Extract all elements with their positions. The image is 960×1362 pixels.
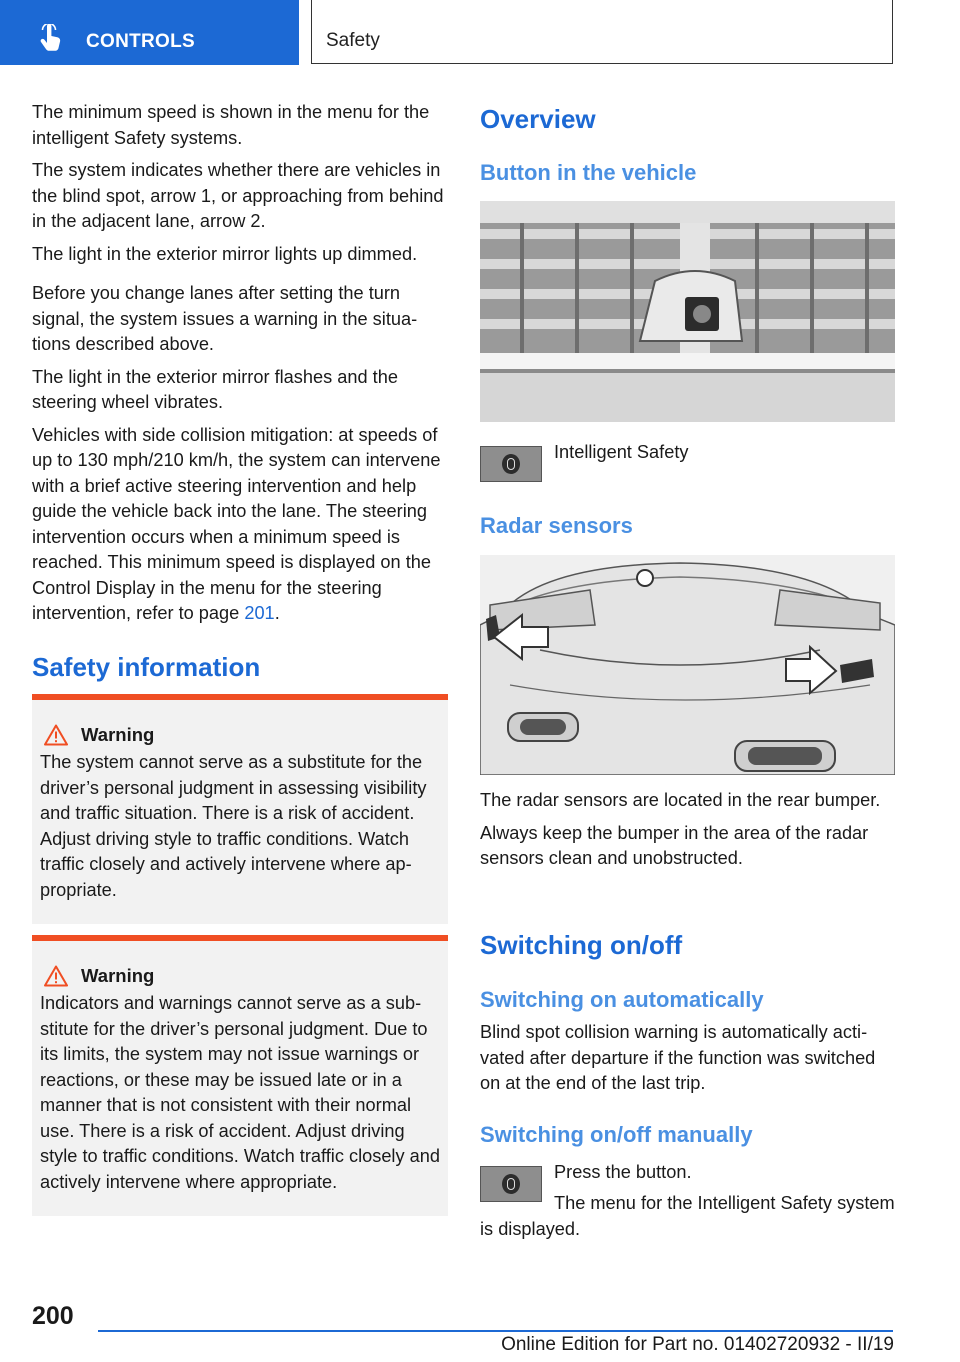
section-tab[interactable]	[0, 0, 299, 65]
auto-heading: Switching on automatically	[480, 987, 764, 1012]
warning-box	[32, 694, 448, 924]
warning-triangle-icon	[44, 965, 68, 987]
page-ref-suffix: .	[274, 603, 280, 623]
paragraph: The light in the exterior mirror lights up dimmed.	[32, 243, 418, 264]
radar-sensors-photo	[480, 555, 895, 775]
paragraph: Always keep the bumper in the area of the radar sensors clean and unobstructed.	[480, 822, 869, 868]
paragraph: The minimum speed is shown in the menu for the intelligent Safety systems.	[32, 102, 430, 148]
warning-title	[40, 724, 440, 746]
warning-text: Indicators and warnings cannot serve as a substitute for the driver’s personal judgment. Due to its limits, the system may not issue warnings or reactions, or these may be issued late or in a manner that is not consistent with their normal use. There is a risk of accident. Adjust driving style to traffic conditions. Watch traffic closely and actively intervene where appropriate.	[40, 993, 440, 1192]
warning-box	[32, 935, 448, 1216]
page-number: 200	[32, 1302, 74, 1330]
manual-heading: Switching on/off manually	[480, 1122, 753, 1147]
footer-divider	[98, 1330, 893, 1332]
paragraph: Before you change lanes after setting the turn signal, the system issues a warning in the situations described above.	[32, 283, 418, 354]
section-label: CONTROLS	[86, 31, 196, 52]
paragraph-text: Vehicles with side collision mitigation: at speeds of up to 130 mph/210 km/h, the system can intervene with a brief active steering intervention and help guide the vehicle back into the lane. The steering intervention occurs when a minimum speed is reached. This minimum speed is displayed on the Control Display in the menu for the steering intervention, refer to page	[32, 424, 441, 623]
auto-text: Blind spot collision warning is automatically activated after departure if the function was switched on at the end of the last trip.	[480, 1022, 876, 1093]
warning-title-text: Warning	[81, 965, 155, 986]
radar-heading: Radar sensors	[480, 513, 633, 538]
button-caption: Intelligent Safety	[554, 442, 689, 462]
warning-title	[40, 965, 440, 987]
button-heading: Button in the vehicle	[480, 160, 697, 185]
paragraph: The light in the exterior mirror flashes and the steering wheel vibrates.	[32, 366, 398, 412]
page-ref-link[interactable]: 201	[244, 603, 275, 623]
hand-pointer-icon	[38, 24, 64, 52]
paragraph-with-ref	[32, 423, 448, 627]
radar-text	[480, 788, 896, 879]
safety-heading: Safety information	[32, 652, 261, 682]
manual-line1: Press the button.	[554, 1162, 692, 1182]
warning-title-text: Warning	[81, 724, 155, 745]
edition-text: Online Edition for Part no. 01402720932 - II/19	[501, 1334, 894, 1355]
button-photo	[480, 201, 895, 422]
left-column	[32, 100, 448, 634]
manual-line2	[480, 1191, 896, 1242]
manual-line2-text: The menu for the Intelligent Safety system is displayed.	[480, 1193, 895, 1239]
switching-heading: Switching on/off	[480, 930, 683, 960]
warning-triangle-icon	[44, 724, 68, 746]
overview-heading: Overview	[480, 104, 596, 134]
intelligent-safety-button-icon[interactable]	[480, 446, 542, 482]
car-icon	[502, 454, 520, 474]
chapter-header	[311, 0, 893, 64]
paragraph: The system indicates whether there are vehicles in the blind spot, arrow 1, or approaching from behind in the adjacent lane, arrow 2.	[32, 160, 444, 231]
warning-text: The system cannot serve as a substitute for the driver’s personal judgment in assessing visibility and traffic situation. There is a risk of accident. Adjust driving style to traffic conditions. Watch traffic closely and actively intervene where appropriate.	[40, 752, 427, 900]
paragraph: The radar sensors are located in the rear bumper.	[480, 790, 881, 810]
chapter-label: Safety	[326, 30, 380, 51]
